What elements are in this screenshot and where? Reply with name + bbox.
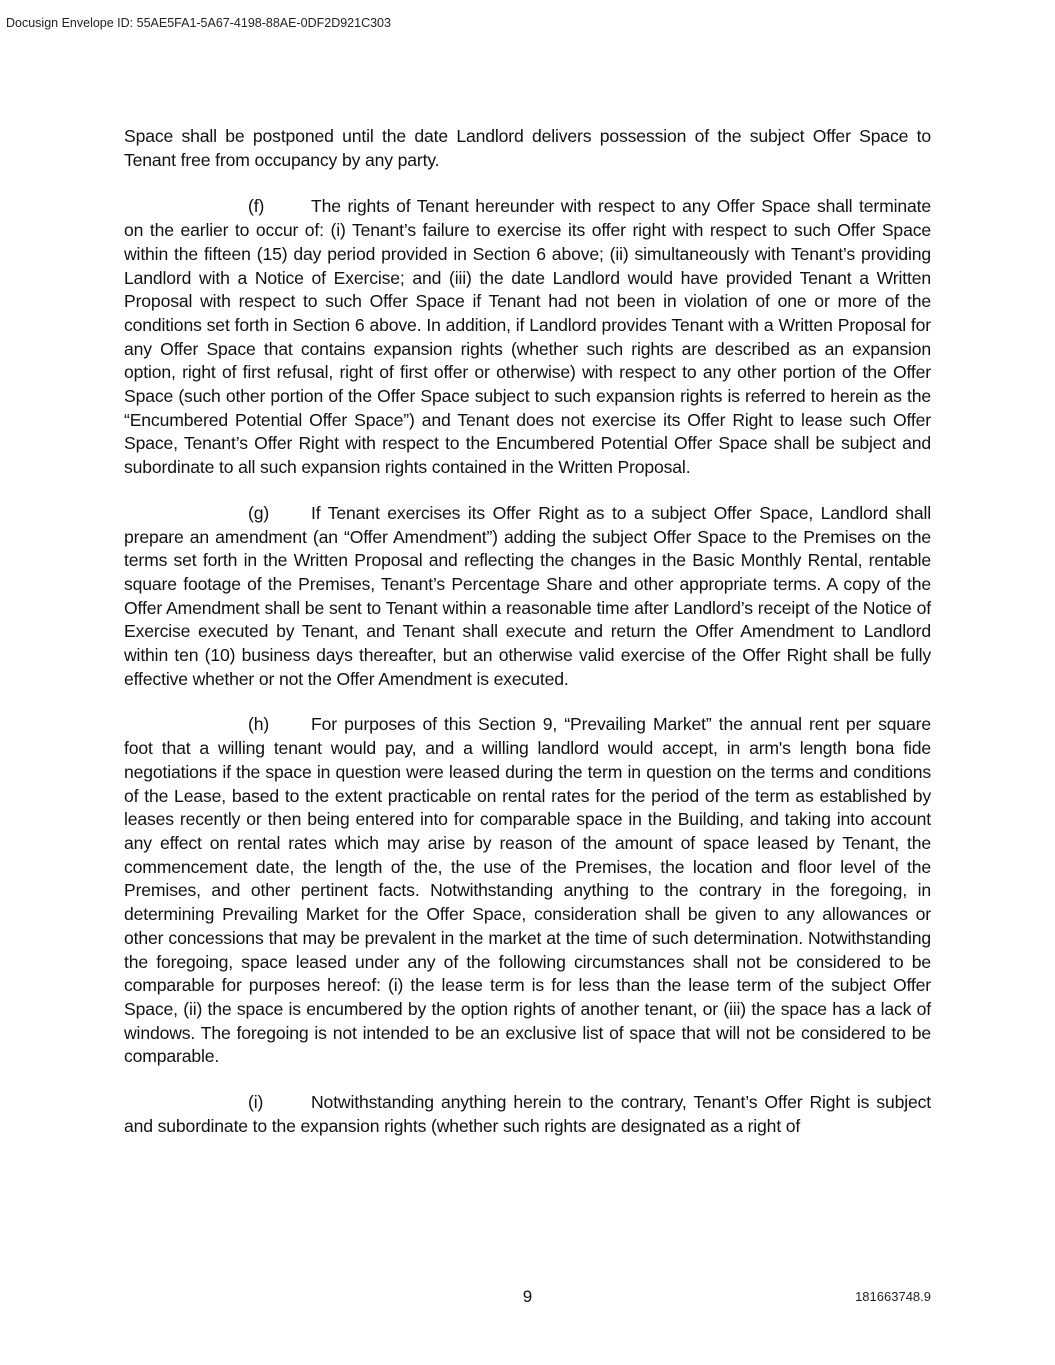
section-g-paragraph: [124, 502, 931, 692]
section-i-text: Notwithstanding anything herein to the contrary, Tenant’s Offer Right is subject and subordinate to the expansion rights (whether such rights are designated as a right of: [124, 1092, 931, 1136]
section-g-text: If Tenant exercises its Offer Right as to a subject Offer Space, Landlord shall prepare an amendment (an “Offer Amendment”) adding the subject Offer Space to the Premises on the terms set forth in the Written Proposal and reflecting the changes in the Basic Monthly Rental, rentable square footage of the Premises, Tenant’s Percentage Share and other appropriate terms. A copy of the Offer Amendment shall be sent to Tenant within a reasonable time after Landlord’s receipt of the Notice of Exercise executed by Tenant, and Tenant shall execute and return the Offer Amendment to Landlord within ten (10) business days thereafter, but an otherwise valid exercise of the Offer Right shall be fully effective whether or not the Offer Amendment is executed.: [124, 502, 931, 689]
page-number: 9: [522, 1287, 533, 1306]
section-f-text: The rights of Tenant hereunder with respect to any Offer Space shall terminate on the earlier to occur of: (i) Tenant’s failure to exercise its offer right with respect to such Offer Space within the fifteen (15) day period provided in Section 6 above; (ii) simultaneously with Tenant’s providing Landlord with a Notice of Exercise; and (iii) the date Landlord would have provided Tenant a Written Proposal with respect to such Offer Space if Tenant had not been in violation of one or more of the conditions set forth in Section 6 above. In addition, if Landlord provides Tenant with a Written Proposal for any Offer Space that contains expansion rights (whether such rights are described as an expansion option, right of first refusal, right of first offer or otherwise) with respect to any other portion of the Offer Space (such other portion of the Offer Space subject to such expansion rights is referred to herein as the “Encumbered Potential Offer Space”) and Tenant does not exercise its Offer Right to lease such Offer Space, Tenant’s Offer Right with respect to the Encumbered Potential Offer Space shall be subject and subordinate to all such expansion rights contained in the Written Proposal.: [124, 196, 931, 478]
envelope-id: Docusign Envelope ID: 55AE5FA1-5A67-4198-88AE-0DF2D921C303: [6, 16, 391, 30]
section-h-label: (h): [248, 714, 270, 735]
section-h-text: For purposes of this Section 9, “Prevailing Market” the annual rent per square foot that a willing tenant would pay, and a willing landlord would accept, in arm's length bona fide negotiations if the space in question were leased during the term in question on the terms and conditions of the Lease, based to the extent practicable on rental rates for the period of the term as established by leases recently or then being entered into for comparable space in the Building, and taking into account any effect on rental rates which may arise by reason of the amount of space leased by Tenant, the commencement date, the length of the, the use of the Premises, the location and floor level of the Premises, and other pertinent facts. Notwithstanding anything to the contrary in the foregoing, in determining Prevailing Market for the Offer Space, consideration shall be given to any allowances or other concessions that may be prevalent in the market at the time of such determination. Notwithstanding the foregoing, space leased under any of the following circumstances shall not be considered to be comparable for purposes hereof: (i) the lease term is for less than the lease term of the subject Offer Space, (ii) the space is encumbered by the option rights of another tenant, or (iii) the space has a lack of windows. The foregoing is not intended to be an exclusive list of space that will not be considered to be comparable.: [124, 714, 931, 1067]
section-i-label: (i): [248, 1092, 264, 1113]
section-g-label: (g): [248, 502, 270, 523]
section-f-label: (f): [248, 196, 265, 217]
document-body: [124, 125, 931, 1160]
section-f-paragraph: [124, 195, 931, 479]
section-h-paragraph: [124, 713, 931, 1069]
document-number: 181663748.9: [855, 1289, 931, 1304]
section-i-paragraph: [124, 1091, 931, 1138]
intro-paragraph: Space shall be postponed until the date Landlord delivers possession of the subject Offer Space to Tenant free from occupancy by any party.: [124, 126, 931, 170]
